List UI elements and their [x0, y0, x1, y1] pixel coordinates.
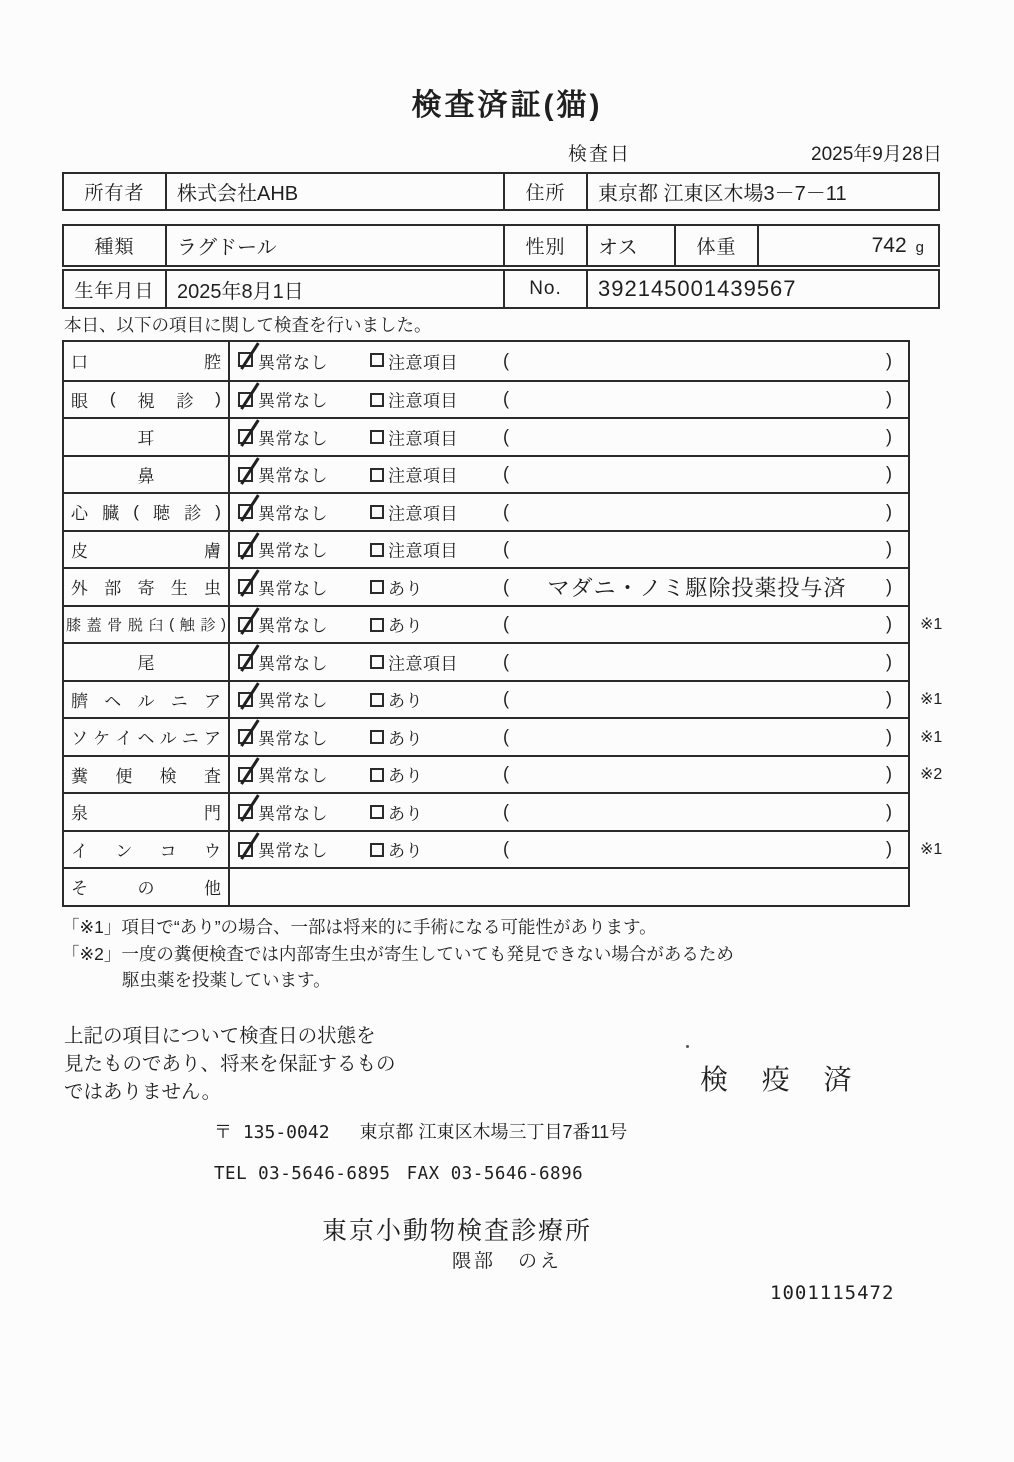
paren-open: ( [503, 426, 509, 447]
checkbox-label: 注意項目 [388, 391, 458, 411]
paren-close: ) [886, 350, 892, 371]
item-label: 糞 便 検 査 [64, 757, 230, 793]
owner-label: 所有者 [84, 183, 145, 204]
item-result [230, 419, 908, 455]
item-label: 耳 [64, 419, 230, 455]
item-result [230, 682, 908, 718]
paren-open: ( [503, 350, 509, 371]
item-result [230, 494, 908, 530]
checkbox-label: 異常なし [258, 654, 328, 674]
checklist-row [64, 642, 908, 680]
paren-open: ( [503, 538, 509, 559]
paren-close: ) [886, 613, 892, 634]
address-label: 住所 [503, 174, 586, 209]
checkbox-label: あり [388, 804, 423, 824]
checkbox-checked [238, 692, 253, 707]
item-label: 鼻 [64, 457, 230, 493]
item-result [230, 869, 908, 905]
item-label: イ ン コ ウ [64, 832, 230, 868]
weight-cell [757, 226, 938, 265]
disclaimer-text [64, 1022, 396, 1106]
paren-open: ( [503, 651, 509, 672]
paren-close: ) [886, 838, 892, 859]
checklist-row [64, 792, 908, 830]
item-result [230, 457, 908, 493]
street-address: 東京都 江東区木場三丁目7番11号 [359, 1122, 628, 1142]
item-label: 泉 門 [64, 794, 230, 830]
paren-open: ( [503, 688, 509, 709]
breed-value: ラグドール [165, 226, 503, 265]
checkbox-checked [238, 767, 253, 782]
checkbox-label: 注意項目 [388, 654, 458, 674]
checkbox-unchecked [370, 580, 384, 594]
page-title: 検査済証(猫) [411, 89, 603, 122]
fax-number: FAX 03-5646-6896 [406, 1164, 584, 1184]
serial-number: 1001115472 [770, 1282, 895, 1304]
checklist-row [64, 455, 908, 493]
inspection-date-value: 2025年9月28日 [811, 144, 942, 165]
checklist-row [64, 492, 908, 530]
paren-close: ) [886, 801, 892, 822]
checklist-row [64, 605, 943, 643]
checkbox-unchecked [370, 353, 384, 367]
item-result [230, 644, 908, 680]
paren-close: ) [886, 501, 892, 522]
checklist-row [64, 342, 908, 380]
footnote-1: 「※1」項目で“あり”の場合、一部は将来的に手術になる可能性があります。 [62, 917, 657, 937]
checklist-table [62, 340, 943, 907]
checklist-row [64, 530, 908, 568]
checkbox-unchecked [370, 843, 384, 857]
checkbox-label: 注意項目 [388, 504, 458, 524]
no-value: 392145001439567 [586, 271, 938, 307]
item-result [230, 832, 908, 868]
item-result [230, 794, 908, 830]
paren-open: ( [503, 801, 509, 822]
disclaimer-line: 上記の項目について検査日の状態を [64, 1025, 376, 1047]
checkbox-checked [238, 429, 253, 444]
checklist-row [64, 380, 908, 418]
paren-close: ) [886, 388, 892, 409]
checkbox-label: 異常なし [258, 616, 328, 636]
checkbox-label: 注意項目 [388, 541, 458, 561]
checkbox-checked [238, 654, 253, 669]
checkbox-unchecked [370, 805, 384, 819]
item-result [230, 532, 908, 568]
checkbox-unchecked [370, 543, 384, 557]
scan-speck [686, 1045, 689, 1048]
weight-unit: g [915, 239, 924, 256]
checklist-row [64, 717, 943, 755]
checkbox-label: 異常なし [258, 466, 328, 486]
paren-open: ( [503, 838, 509, 859]
checkbox-checked [238, 579, 253, 594]
checkbox-label: 異常なし [258, 841, 328, 861]
address-value: 東京都 江東区木場3－7－11 [586, 174, 938, 209]
paren-open: ( [503, 388, 509, 409]
tel-fax-line [214, 1164, 583, 1184]
checkbox-unchecked [370, 618, 384, 632]
item-label: ソ ケ イ ヘ ル ニ ア [64, 719, 230, 755]
paren-close: ) [886, 576, 892, 597]
footnote-2: 「※2」一度の糞便検査では内部寄生虫が寄生していても発見できない場合があるため [62, 944, 734, 964]
paren-open: ( [503, 576, 509, 597]
footnote-2-continued: 駆虫薬を投薬しています。 [122, 970, 331, 990]
item-result [230, 757, 908, 793]
paren-open: ( [503, 613, 509, 634]
paren-close: ) [886, 651, 892, 672]
breed-label: 種類 [94, 237, 135, 258]
checkbox-checked [238, 504, 253, 519]
checkbox-label: 異常なし [258, 504, 328, 524]
paren-open: ( [503, 501, 509, 522]
checkbox-unchecked [370, 430, 384, 444]
checkbox-unchecked [370, 730, 384, 744]
checkbox-label: 異常なし [258, 804, 328, 824]
item-result [230, 569, 908, 605]
paren-close: ) [886, 426, 892, 447]
weight-value: 742 [871, 233, 907, 257]
checkbox-checked [238, 729, 253, 744]
checkbox-checked [238, 542, 253, 557]
paren-content: マダニ・ノミ駆除投薬投与済 [547, 575, 847, 601]
examiner-name: 隈部 のえ [452, 1251, 563, 1272]
checkbox-label: あり [388, 579, 423, 599]
item-label: 膝 蓋 骨 脱 臼 ( 触 診 ) [64, 607, 230, 643]
owner-value: 株式会社AHB [165, 174, 503, 209]
checkbox-label: あり [388, 841, 423, 861]
footnote-marker: ※1 [920, 616, 943, 634]
checkbox-unchecked [370, 505, 384, 519]
checklist-row [64, 680, 943, 718]
paren-open: ( [503, 763, 509, 784]
checklist-row [64, 867, 908, 905]
checkbox-checked [238, 392, 253, 407]
quarantine-passed-stamp: 検 疫 済 [700, 1064, 865, 1095]
clinic-name: 東京小動物検査診療所 [322, 1217, 593, 1245]
paren-open: ( [503, 726, 509, 747]
checkbox-checked [238, 617, 253, 632]
item-label: 心 臓 ( 聴 診 ) [64, 494, 230, 530]
item-label: 眼 ( 視 診 ) [64, 382, 230, 418]
checkbox-label: あり [388, 729, 423, 749]
footnote-marker: ※1 [920, 691, 943, 709]
checklist-row [64, 417, 908, 455]
checkbox-label: 異常なし [258, 391, 328, 411]
item-result [230, 342, 908, 380]
checkbox-label: あり [388, 766, 423, 786]
checkbox-checked [238, 804, 253, 819]
paren-open: ( [503, 463, 509, 484]
checkbox-unchecked [370, 655, 384, 669]
item-label: 尾 [64, 644, 230, 680]
inspection-date-label: 検査日 [568, 144, 632, 165]
checkbox-label: 異常なし [258, 579, 328, 599]
birthdate-label: 生年月日 [74, 280, 155, 302]
pet-info-table-row2 [62, 269, 940, 309]
checkbox-checked [238, 842, 253, 857]
paren-close: ) [886, 726, 892, 747]
paren-close: ) [886, 463, 892, 484]
item-result [230, 382, 908, 418]
checkbox-unchecked [370, 693, 384, 707]
checkbox-unchecked [370, 393, 384, 407]
postal-address-line [214, 1118, 627, 1144]
checkbox-label: 異常なし [258, 766, 328, 786]
weight-label: 体重 [674, 226, 757, 265]
disclaimer-line: 見たものであり、将来を保証するもの [64, 1053, 396, 1075]
paren-close: ) [886, 688, 892, 709]
item-label: 臍 ヘ ル ニ ア [64, 682, 230, 718]
sex-value: オス [586, 226, 674, 265]
paren-close: ) [886, 538, 892, 559]
item-label: 外 部 寄 生 虫 [64, 569, 230, 605]
postal-code: 〒 135-0042 [214, 1122, 330, 1143]
intro-text: 本日、以下の項目に関して検査を行いました。 [64, 315, 432, 335]
owner-table [62, 172, 940, 211]
pet-info-table-row1 [62, 224, 940, 267]
checkbox-label: あり [388, 691, 423, 711]
checkbox-label: 注意項目 [388, 353, 458, 373]
footnote-marker: ※2 [920, 766, 943, 784]
checkbox-label: 異常なし [258, 729, 328, 749]
no-label: No. [503, 271, 586, 307]
item-result [230, 719, 908, 755]
checkbox-label: 異常なし [258, 691, 328, 711]
checkbox-label: 異常なし [258, 353, 328, 373]
item-result [230, 607, 908, 643]
checkbox-label: 注意項目 [388, 466, 458, 486]
birthdate-value: 2025年8月1日 [165, 271, 503, 307]
checklist-row [64, 567, 908, 605]
checkbox-label: 異常なし [258, 541, 328, 561]
sex-label: 性別 [503, 226, 586, 265]
checklist-row [64, 755, 943, 793]
checkbox-checked [238, 352, 253, 367]
paren-close: ) [886, 763, 892, 784]
footnote-marker: ※1 [920, 728, 943, 746]
tel-number: TEL 03-5646-6895 [214, 1164, 391, 1184]
item-label: 口 腔 [64, 342, 230, 380]
checklist-row [64, 830, 943, 868]
footnote-marker: ※1 [920, 841, 943, 859]
disclaimer-line: ではありません。 [64, 1081, 222, 1103]
checkbox-label: あり [388, 616, 423, 636]
item-label: そ の 他 [64, 869, 230, 905]
checkbox-label: 注意項目 [388, 429, 458, 449]
checkbox-label: 異常なし [258, 429, 328, 449]
checkbox-unchecked [370, 768, 384, 782]
checkbox-checked [238, 467, 253, 482]
item-label: 皮 膚 [64, 532, 230, 568]
checkbox-unchecked [370, 468, 384, 482]
